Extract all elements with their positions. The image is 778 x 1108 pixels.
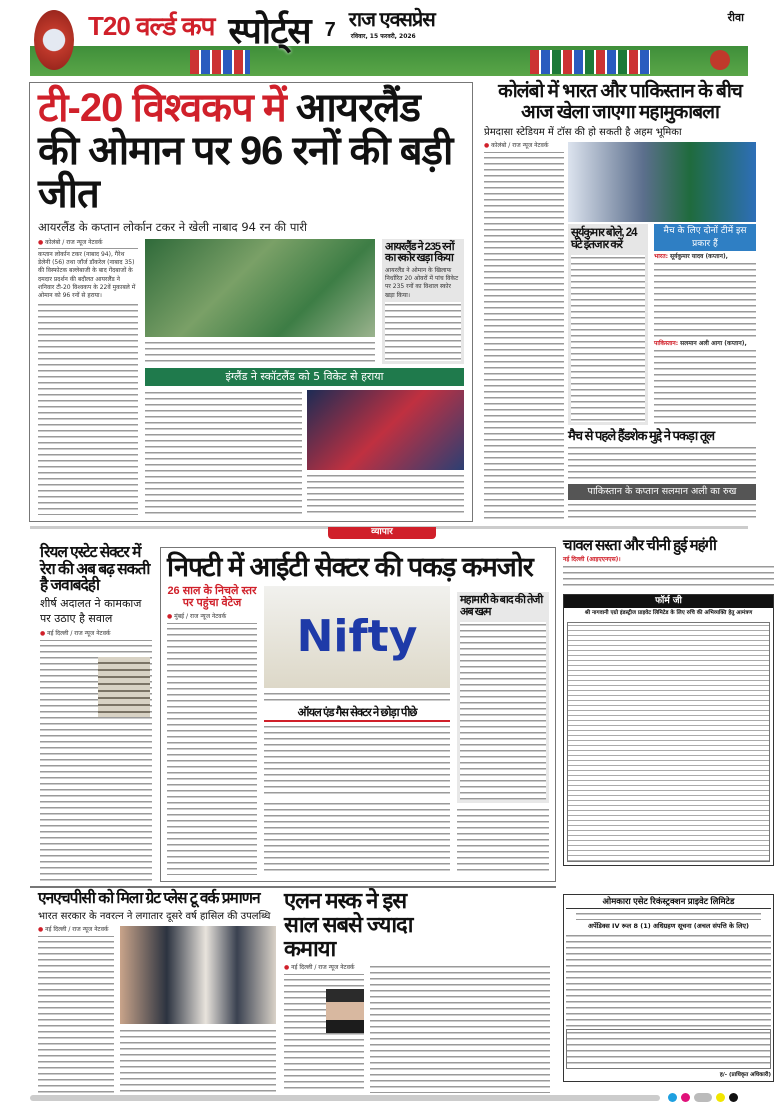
sidebar-more [385, 302, 461, 361]
lead-byline: ● कोलंबो / राज न्यूज नेटवर्क [38, 239, 138, 250]
omkara-title: ओमकारा एसेट रिकंस्ट्रक्शन प्राइवेट लिमिटेड [566, 897, 771, 909]
black-dot-icon [729, 1093, 738, 1102]
england-banner: इंग्लैंड ने स्कॉटलैंड को 5 विकेट से हराया [145, 368, 464, 386]
nifty-logo-text: Nifty [296, 611, 418, 663]
pandemic-sidebar [457, 592, 549, 803]
musk-photo [326, 989, 364, 1033]
teams-row [568, 224, 756, 425]
pak-label: पाकिस्तान: [654, 339, 679, 347]
realestate-column [40, 545, 152, 881]
headline-black: आयरलैंड की ओमान पर 96 रनों की बड़ी जीत [38, 86, 453, 217]
oil-headline: ऑयल एंड गैस सेक्टर ने छोड़ा पीछे [264, 707, 450, 721]
lead-body-more [38, 302, 138, 515]
indpak-headline: कोलंबो में भारत और पाकिस्तान के बीच आज खेला जाएगा महामुकाबला [498, 81, 742, 123]
form-table [567, 622, 770, 863]
india-squad [654, 253, 756, 261]
pak-squad [654, 340, 756, 348]
lead-columns [38, 239, 464, 516]
form-title: फॉर्म जी [564, 595, 773, 608]
musk-byline: ● नई दिल्ली / राज न्यूज नेटवर्क [284, 964, 364, 975]
cricketer-logo-icon [34, 10, 74, 70]
england-photo-col [307, 390, 464, 515]
nhpc-body-2 [120, 1028, 276, 1093]
magenta-dot-icon [681, 1093, 690, 1102]
date: रविवार, 15 फरवरी, 2026 [349, 32, 435, 40]
paper-block [349, 10, 435, 40]
musk-body [284, 977, 364, 1093]
surya-box [568, 224, 648, 425]
pak-list [654, 348, 756, 425]
masthead-row [34, 10, 744, 70]
lead-headline [38, 87, 464, 217]
omkara-sign: ह/- (प्राधिकृत अधिकारी) [719, 1071, 771, 1078]
masthead [30, 8, 748, 76]
musk-body-2 [370, 964, 550, 1093]
realestate-subhead: शीर्ष अदालत ने कामकाज पर उठाए है सवाल [40, 597, 142, 625]
business-tab: व्यापार [328, 527, 436, 539]
indpak-col-1 [484, 142, 564, 522]
nifty-col-3 [457, 586, 549, 875]
oil-body [264, 724, 450, 798]
omkara-notice-title: अपेंडिक्स IV रूल 8 (1) अधिग्रहण सूचना (अचल संपत्ति के लिए) [588, 922, 749, 931]
nifty-photo [264, 586, 450, 688]
worldcup-logo: T20 वर्ल्ड कप [88, 11, 215, 41]
lead-top-row [145, 239, 464, 364]
nifty-headline: निफ्टी में आईटी सेक्टर की पकड़ कमजोर [167, 552, 533, 582]
omkara-table [566, 1029, 771, 1069]
nhpc-body [38, 939, 114, 1093]
musk-headline: एलन मस्क ने इस साल सबसे ज्यादा कमाया [284, 888, 413, 961]
england-row [145, 390, 464, 515]
india-captain: सूर्यकुमार यादव (कप्तान), [669, 253, 728, 261]
nifty-story [160, 547, 556, 882]
rice-column [563, 538, 774, 882]
pak-captain: सलमान अली आगा (कप्तान), [680, 339, 747, 347]
headline-red: टी-20 विश्वकप में [38, 86, 286, 130]
realestate-headline: रियल एस्टेट सेक्टर में रेरा की अब बढ़ सकती है जवाबदेही [40, 544, 150, 595]
musk-col-1 [284, 964, 364, 1093]
sidebar-title: आयरलैंड ने 235 रनों का स्कोर खड़ा किया [385, 240, 454, 265]
teams-column [654, 224, 756, 425]
india-list [654, 261, 756, 338]
yellow-dot-icon [716, 1093, 725, 1102]
nifty-col-2 [264, 586, 450, 875]
england-body-2 [307, 473, 464, 515]
lead-sidebar [382, 239, 464, 364]
nhpc-story [38, 891, 276, 1093]
realestate-byline: ● नई दिल्ली / राज न्यूज नेटवर्क [40, 630, 152, 641]
right-columns [484, 142, 756, 522]
players-photo [568, 142, 756, 222]
rice-headline: चावल सस्ता और चीनी हुई महंगी [563, 537, 716, 554]
photo-column [145, 239, 375, 364]
nhpc-col-1 [38, 926, 114, 1093]
right-column [484, 82, 756, 522]
nhpc-photo [120, 926, 276, 1024]
form-g-notice [563, 594, 774, 866]
lead-col-2 [145, 239, 464, 516]
lead-story [29, 82, 473, 522]
indpak-col-2 [568, 142, 756, 522]
omkara-address [576, 911, 761, 920]
nhpc-byline: ● नई दिल्ली / राज न्यूज नेटवर्क [38, 926, 114, 937]
pandemic-body [460, 622, 546, 800]
realestate-body [40, 643, 152, 881]
nhpc-columns [38, 926, 276, 1093]
india-label: भारत: [654, 253, 669, 261]
photo-caption-text [145, 340, 375, 364]
lead-col-1 [38, 239, 138, 516]
nifty-red-sub: 26 साल के निचले स्तर पर पहुंचा वेटेज [167, 585, 257, 610]
musk-story [284, 889, 550, 1093]
page-number: 7 [324, 19, 335, 41]
indpak-subhead: प्रेमदासा स्टेडियम में टॉस की हो सकती है अहम भूमिका [484, 127, 682, 139]
form-subtitle: श्री नागवानी एग्रो इंडस्ट्रीज प्राइवेट लिमिटेड के लिए रुचि की अभिव्यक्ति हेतु आमंत्रण [584, 610, 753, 617]
england-photo [307, 390, 464, 470]
rice-byline: नई दिल्ली (आइएएनएस)। [563, 556, 621, 564]
section-title: स्पोर्ट्स [228, 10, 311, 51]
nifty-byline: ● मुंबई / राज न्यूज नेटवर्क [167, 613, 257, 624]
nifty-columns [167, 586, 549, 875]
nhpc-headline: एनएचपीसी को मिला ग्रेट प्लेस टू वर्क प्रमाणन [38, 890, 260, 907]
lead-subhead: आयरलैंड के कप्तान लोर्कान टकर ने खेली नाबाद 94 रन की पारी [38, 219, 308, 234]
musk-columns [284, 964, 550, 1093]
salman-body [568, 502, 756, 522]
indpak-byline: ● कोलंबो / राज न्यूज नेटवर्क [484, 142, 564, 153]
edition: रीवा [727, 11, 744, 24]
gray-dot-icon [694, 1093, 712, 1102]
nifty-body-2 [264, 801, 450, 875]
salman-banner: पाकिस्तान के कप्तान सलमान अली का रुख [568, 484, 756, 500]
building-photo [98, 657, 150, 717]
indpak-body [484, 155, 564, 522]
surya-body [571, 255, 645, 422]
rice-body [563, 564, 774, 590]
england-body [145, 390, 302, 515]
nhpc-col-2 [120, 926, 276, 1093]
omkara-notice [563, 894, 774, 1082]
nifty-col-1 [167, 586, 257, 875]
pandemic-title: महामारी के बाद की तेजी अब खत्म [460, 594, 543, 619]
oil-body-pre [264, 691, 450, 705]
surya-title: सूर्यकुमार बोले, 24 घंटे इंतजार करें [571, 227, 637, 252]
teams-box: मैच के लिए दोनों टीमें इस प्रकार हैं [654, 224, 756, 251]
lead-body: कप्तान लोर्कान टकर (नाबाद 94), गैरेथ डेलेनी (56) तथा जॉर्ज डॉकरेल (नाबाद 35) की विस्फोटक बल्लेबाजी के बाद गेंदबाजों के दमदार प्रदर्शन की बदौलत आयरलैंड ने शनिवार टी-20 विश्वकप के 22वें मुकाबले में ओमान को 96 रनों से हराया। [38, 251, 136, 299]
nifty-body-3 [457, 807, 549, 875]
nhpc-subhead: भारत सरकार के नवरत्न ने लगातार दूसरे वर्ष हासिल की उपलब्धि [38, 910, 271, 922]
nifty-body [167, 626, 257, 875]
sidebar-body: आयरलैंड ने ओमान के खिलाफ निर्धारित 20 ओवरों में पांच विकेट पर 235 रनों का विशाल स्कोर खड़ा किया। [385, 267, 459, 299]
ireland-photo [145, 239, 375, 337]
omkara-body [566, 933, 771, 1027]
cyan-dot-icon [668, 1093, 677, 1102]
handshake-body [568, 445, 756, 481]
print-registration-bar [30, 1095, 660, 1101]
handshake-headline: मैच से पहले हैंडशेक मुद्दे ने पकड़ा तूल [568, 427, 715, 443]
paper-name: राज एक्सप्रेस [348, 9, 435, 31]
